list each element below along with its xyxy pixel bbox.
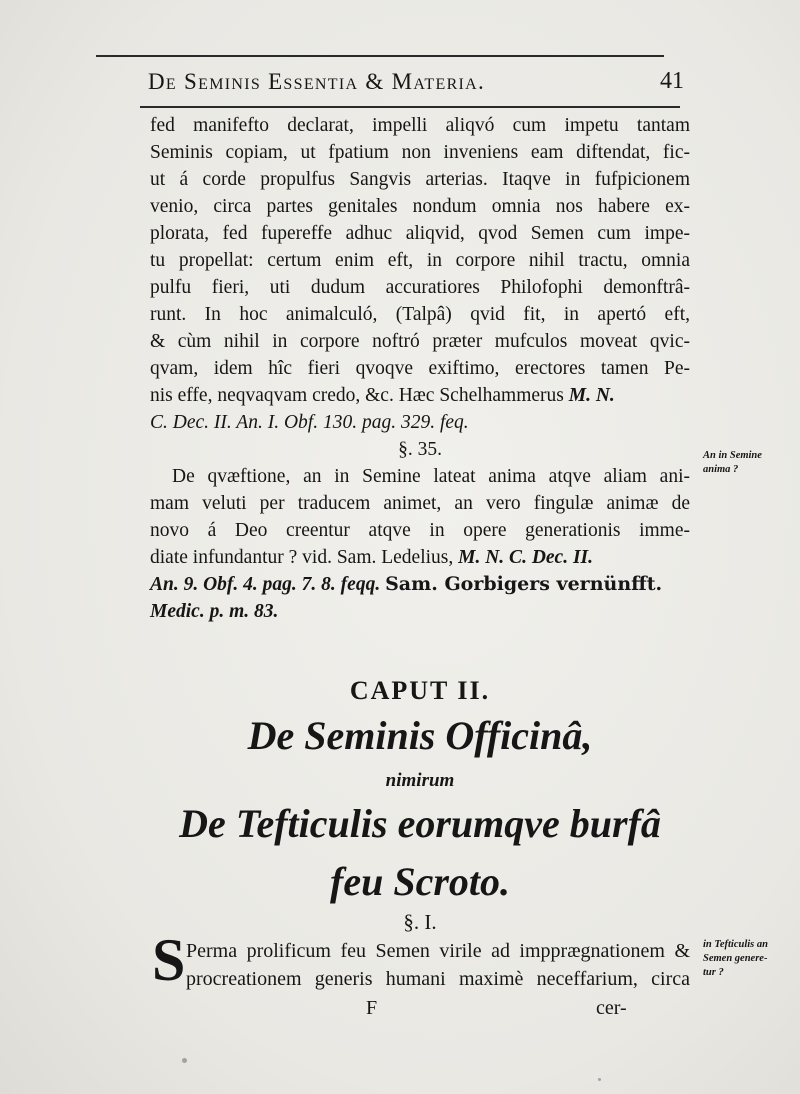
text-line: procreationem generis humani maximè neceffarium, circa (186, 968, 690, 990)
citation-line: Medic. p. m. 83. (150, 601, 279, 622)
page-header (148, 69, 688, 107)
chapter-title-line-2: nimirum (385, 770, 455, 791)
text-line: & cùm nihil in corpore noftró præter mufculos moveat qvic- (150, 331, 690, 352)
text-line: Perma prolificum feu Semen virile ad impprægnationem & (186, 940, 690, 962)
blackletter-reference: Sam. Gorbigers vernünfft. (385, 573, 663, 595)
section-number: §. I. (403, 910, 437, 934)
header-rule (140, 106, 680, 108)
catchword: cer- (596, 997, 627, 1019)
final-paragraph (186, 937, 690, 993)
text-line: Seminis copiam, ut fpatium non inveniens eam diftendat, fic- (150, 142, 690, 163)
page-number: 41 (660, 68, 684, 94)
ink-speck (182, 1058, 187, 1063)
top-rule (96, 55, 664, 57)
italic-reference: M. N. C. Dec. II. (458, 547, 594, 568)
margin-note-testiculis (703, 938, 798, 980)
chapter-title-line-3: De Tefticulis eorumqve burfâ (179, 801, 661, 846)
chapter-number: CAPUT II. (349, 676, 491, 705)
chapter-title-line-4: feu Scroto. (330, 859, 510, 904)
text-line: plorata, fed fupereffe adhuc aliqvid, qvod Semen cum impe- (150, 223, 690, 244)
text-line (150, 544, 690, 571)
italic-reference: An. 9. Obf. 4. pag. 7. 8. feqq. (150, 574, 381, 595)
italic-reference: M. N. (568, 385, 615, 406)
margin-note-line: Semen genere- (703, 953, 768, 964)
margin-note-line: An in Semine (703, 450, 762, 461)
running-head: De Seminis Essentia & Materia. (148, 69, 486, 94)
section-number: §. 35. (398, 439, 442, 460)
text-line: De qvæftione, an in Semine lateat anima atqve aliam ani- (172, 466, 690, 487)
text-line: pulfu fieri, uti dudum accuratiores Philofophi demonftrâ- (150, 277, 690, 298)
margin-note-anima (703, 449, 798, 477)
citation-line: C. Dec. II. An. I. Obf. 130. pag. 329. feq. (150, 412, 469, 433)
margin-note-line: tur ? (703, 967, 724, 978)
text-line (150, 571, 690, 598)
text-line: runt. In hoc animalculó, (Talpâ) qvid fit, in apertó eft, (150, 304, 690, 325)
text-line (150, 382, 690, 409)
margin-note-line: anima ? (703, 464, 739, 475)
text-line: mam veluti per traducem animet, an vero fingulæ animæ de (150, 493, 690, 514)
chapter-title-line-1: De Seminis Officinâ, (247, 713, 593, 758)
text-line: qvam, idem hîc fieri qvoqve exiftimo, erectores tamen Pe- (150, 358, 690, 379)
drop-cap: S (152, 927, 186, 993)
margin-note-line: in Tefticulis an (703, 939, 768, 950)
text-span: diate infundantur ? vid. Sam. Ledelius, (150, 547, 454, 568)
signature-mark: F (366, 997, 378, 1019)
text-line: novo á Deo creentur atqve in opere generationis imme- (150, 520, 690, 541)
text-line: fed manifefto declarat, impelli aliqvó cum impetu tantam (150, 115, 690, 136)
text-line: ut á corde propulfus Sangvis arterias. Itaqve in fufpicionem (150, 169, 690, 190)
text-line: tu propellat: certum enim eft, in corpore nihil tractu, omnia (150, 250, 690, 271)
text-line: venio, circa partes genitales nondum omnia nos habere ex- (150, 196, 690, 217)
ink-speck (598, 1078, 601, 1081)
text-span: nis effe, neqvaqvam credo, &c. Hæc Schelhammerus (150, 385, 564, 406)
body-text (150, 112, 690, 625)
